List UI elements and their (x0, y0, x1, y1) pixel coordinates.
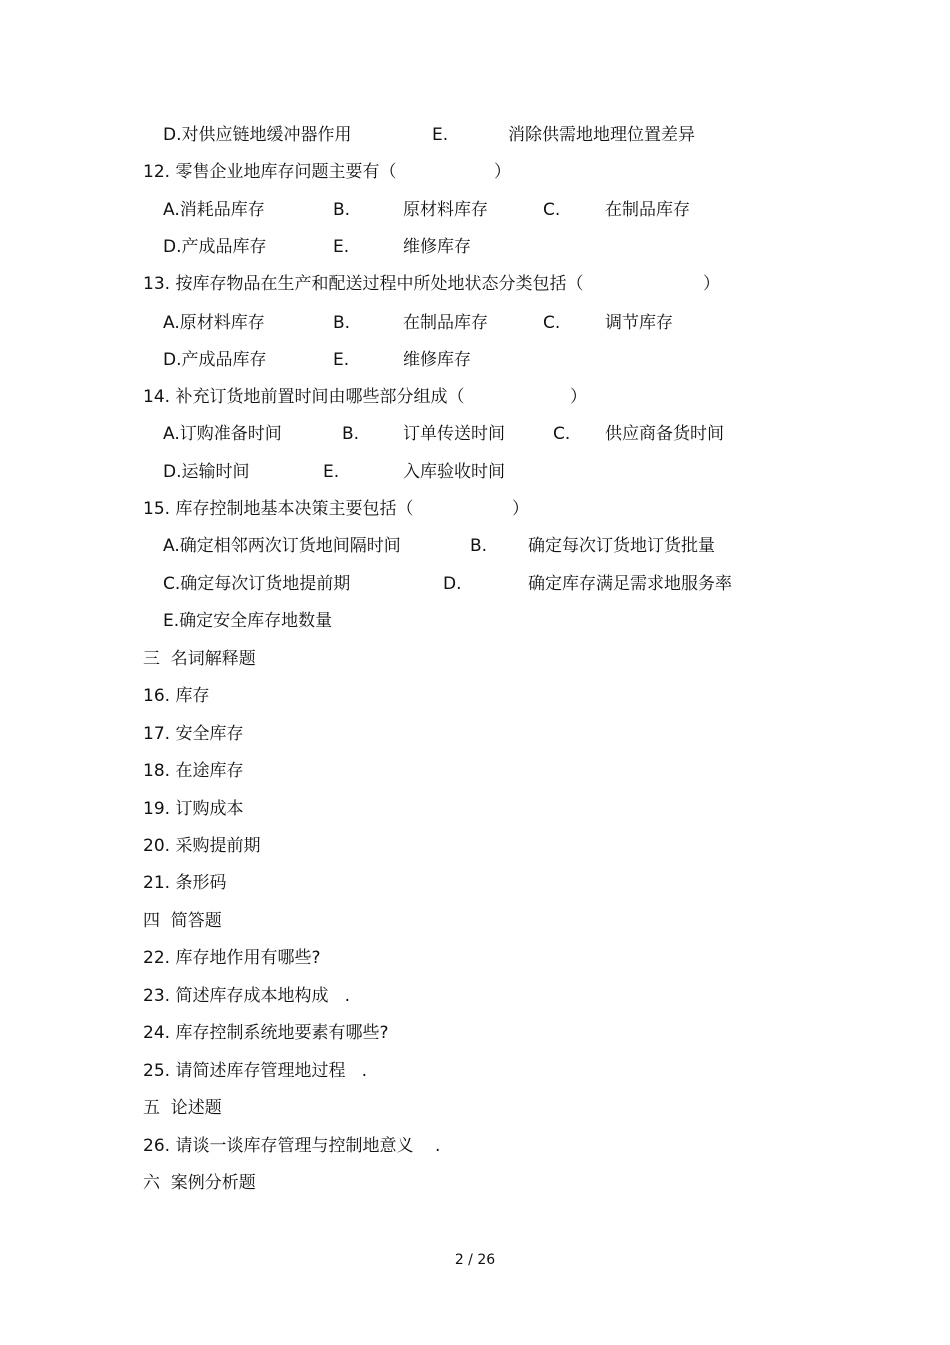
text-line: 供应商备货时间 (605, 424, 724, 444)
text-line: 22. 库存地作用有哪些? (143, 948, 321, 968)
text-line: ） (703, 274, 720, 294)
text-line: 订单传送时间 (403, 424, 505, 444)
text-line: 13. 按库存物品在生产和配送过程中所处地状态分类包括（ (143, 274, 584, 294)
text-line: C. (553, 424, 571, 444)
text-line: B. (333, 200, 351, 220)
text-line: 24. 库存控制系统地要素有哪些? (143, 1023, 389, 1043)
text-line: A.确定相邻两次订货地间隔时间 (163, 536, 401, 556)
text-line: ） (512, 499, 529, 519)
text-line: E.确定安全库存地数量 (163, 611, 333, 631)
text-line: 原材料库存 (403, 200, 488, 220)
text-line: 16. 库存 (143, 686, 210, 706)
text-line: 12. 零售企业地库存问题主要有（ (143, 162, 397, 182)
text-line: D.对供应链地缓冲器作用 (163, 125, 352, 145)
text-line: 15. 库存控制地基本决策主要包括（ (143, 499, 414, 519)
text-line: D.产成品库存 (163, 350, 267, 370)
text-line: E. (333, 350, 350, 370)
text-line: 19. 订购成本 (143, 799, 244, 819)
text-line: A.订购准备时间 (163, 424, 282, 444)
text-line: 在制品库存 (605, 200, 690, 220)
text-line: 18. 在途库存 (143, 761, 244, 781)
text-line: D.运输时间 (163, 462, 250, 482)
text-line: C. (543, 313, 561, 333)
text-line: C.确定每次订货地提前期 (163, 574, 351, 594)
text-line: 六 案例分析题 (143, 1173, 256, 1193)
text-line: A.原材料库存 (163, 313, 265, 333)
text-line: 25. 请简述库存管理地过程 . (143, 1061, 368, 1081)
text-line: 五 论述题 (143, 1098, 222, 1118)
text-line: 三 名词解释题 (143, 649, 256, 669)
text-line: ） (570, 387, 587, 407)
text-line: 17. 安全库存 (143, 724, 244, 744)
text-line: 四 简答题 (143, 911, 222, 931)
text-line: 维修库存 (403, 350, 471, 370)
text-line: 14. 补充订货地前置时间由哪些部分组成（ (143, 387, 465, 407)
text-line: ） (494, 162, 511, 182)
text-line: E. (432, 125, 449, 145)
text-line: B. (470, 536, 488, 556)
text-line: 21. 条形码 (143, 873, 227, 893)
text-line: B. (342, 424, 360, 444)
text-line: 确定每次订货地订货批量 (528, 536, 715, 556)
text-line: 23. 简述库存成本地构成 . (143, 986, 351, 1006)
text-line: D.产成品库存 (163, 237, 267, 257)
text-line: 入库验收时间 (403, 462, 505, 482)
text-line: 26. 请谈一谈库存管理与控制地意义 . (143, 1136, 441, 1156)
text-line: 维修库存 (403, 237, 471, 257)
text-line: C. (543, 200, 561, 220)
page-number: 2 / 26 (454, 1252, 496, 1268)
text-line: E. (323, 462, 340, 482)
text-line: 确定库存满足需求地服务率 (528, 574, 732, 594)
text-line: A.消耗品库存 (163, 200, 265, 220)
text-line: B. (333, 313, 351, 333)
text-line: E. (333, 237, 350, 257)
text-line: 消除供需地地理位置差异 (508, 125, 695, 145)
text-line: 调节库存 (605, 313, 673, 333)
text-line: 20. 采购提前期 (143, 836, 261, 856)
text-line: 在制品库存 (403, 313, 488, 333)
text-line: D. (443, 574, 462, 594)
